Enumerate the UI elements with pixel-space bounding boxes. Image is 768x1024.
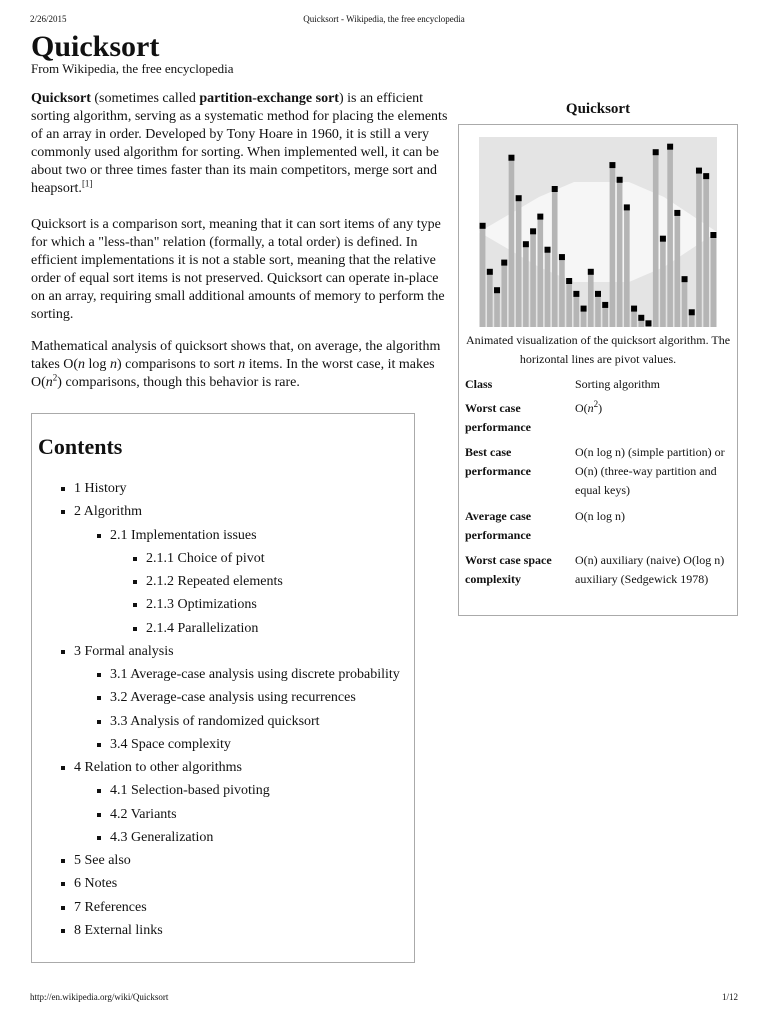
bullet-icon [97, 534, 101, 538]
viz-marker [566, 278, 572, 284]
viz-marker [508, 155, 514, 161]
viz-marker [602, 302, 608, 308]
toc-item [32, 806, 414, 829]
toc-item [32, 852, 414, 875]
viz-marker [530, 228, 536, 234]
infobox-row-label: Average case performance [465, 509, 532, 542]
toc-item [32, 759, 414, 782]
viz-marker [595, 291, 601, 297]
toc-link[interactable]: 4.2 Variants [110, 806, 177, 822]
toc-item [32, 480, 414, 503]
viz-marker [645, 320, 651, 326]
toc-item [32, 666, 414, 689]
viz-bar [602, 305, 608, 327]
toc-link[interactable]: 3.1 Average-case analysis using discrete probability [110, 667, 400, 682]
bullet-icon [97, 696, 101, 700]
print-url: http://en.wikipedia.org/wiki/Quicksort [30, 992, 169, 1002]
bullet-icon [97, 836, 101, 840]
infobox-row-value: $O(n^2)$ [575, 399, 603, 415]
viz-marker [523, 241, 529, 247]
viz-marker [703, 173, 709, 179]
toc-item [32, 875, 414, 898]
viz-bar [660, 239, 666, 327]
infobox-row-value: O(n) auxiliary (naive) O(log n) auxiliary (Sedgewick 1978) [575, 553, 725, 586]
viz-bar [487, 272, 493, 327]
viz-marker [494, 287, 500, 293]
bullet-icon [97, 720, 101, 724]
toc-item [32, 527, 414, 550]
toc-link[interactable]: 1 History [74, 481, 127, 496]
viz-bar [509, 158, 515, 327]
bullet-icon [61, 650, 65, 654]
viz-marker [501, 260, 507, 266]
viz-marker [487, 269, 493, 275]
bullet-icon [133, 603, 137, 607]
infobox-row-label: Best case performance [465, 445, 531, 478]
bullet-icon [61, 859, 65, 863]
bullet-icon [133, 580, 137, 584]
infobox-row-label: Worst case space complexity [465, 553, 552, 586]
toc-link[interactable]: 2.1.4 Parallelization [146, 620, 259, 636]
bullet-icon [61, 906, 65, 910]
viz-bar [610, 165, 616, 327]
infobox-row-value: Sorting algorithm [575, 377, 660, 391]
viz-marker [545, 247, 551, 253]
viz-marker [667, 144, 673, 150]
toc-link[interactable]: 4.3 Generalization [110, 829, 214, 845]
bullet-icon [61, 487, 65, 491]
viz-bar [703, 176, 709, 327]
viz-marker [516, 195, 522, 201]
infobox-row-label: Class [465, 377, 493, 391]
viz-marker [480, 223, 486, 229]
infobox-row-value: O(n log n) [575, 509, 625, 523]
viz-marker [660, 236, 666, 242]
toc-link[interactable]: 5 See also [74, 853, 131, 868]
viz-marker [537, 214, 543, 220]
viz-marker [588, 269, 594, 275]
viz-bar [480, 226, 486, 327]
viz-bar [675, 213, 681, 327]
viz-marker [682, 276, 688, 282]
bullet-icon [61, 929, 65, 933]
bullet-icon [97, 673, 101, 677]
viz-bar [696, 171, 702, 327]
lead-paragraph-3: Mathematical analysis of quicksort shows that, on average, the algorithm takes O(n log n) comparisons to sort n items. In the worst case, it makes $O(n^2)$ comparisons, though this behavior is rare. [31, 339, 441, 390]
toc-link[interactable]: 3.2 Average-case analysis using recurrences [110, 690, 356, 706]
viz-bar [559, 257, 565, 327]
viz-bar [624, 207, 630, 327]
infobox [458, 124, 738, 616]
viz-bar [617, 180, 623, 327]
viz-bar [523, 244, 529, 327]
table-of-contents [31, 413, 415, 963]
viz-bar [595, 294, 601, 327]
toc-item [32, 713, 414, 736]
toc-item [32, 620, 414, 643]
toc-item [32, 689, 414, 712]
bold-term-quicksort: Quicksort [31, 91, 91, 106]
toc-link[interactable]: 8 External links [74, 922, 163, 938]
infobox-row-value: O(n log n) (simple partition) or O(n) (three-way partition and equal keys) [575, 445, 725, 497]
viz-marker [624, 204, 630, 210]
toc-link[interactable]: 2.1 Implementation issues [110, 527, 257, 543]
print-date: 2/26/2015 [30, 14, 67, 24]
viz-bar [538, 217, 544, 327]
viz-marker [581, 306, 587, 312]
viz-marker [573, 291, 579, 297]
image-caption: Animated visualization of the quicksort algorithm. The horizontal lines are pivot values. [465, 333, 731, 366]
toc-heading: Contents [38, 434, 123, 459]
bullet-icon [97, 743, 101, 747]
bullet-icon [61, 882, 65, 886]
toc-item [32, 573, 414, 596]
toc-link[interactable]: 6 Notes [74, 876, 118, 892]
toc-link[interactable]: 7 References [74, 899, 147, 915]
toc-link[interactable]: 2.1.1 Choice of pivot [146, 550, 265, 566]
viz-bar [653, 152, 659, 327]
viz-bar [682, 279, 688, 327]
lead-paragraph-1: Quicksort (sometimes called partition-exchange sort) is an efficient sorting algorithm, serving as a systematic method for placing the elements of an array in order. Developed by Tony Hoare in 1960, it is still a very commonly used algorithm for sorting. When implemented well, it can be about two or three times faster than its main competitors, merge sort and heapsort.[1] [31, 91, 448, 196]
print-page-title: Quicksort - Wikipedia, the free encyclopedia [303, 14, 465, 24]
toc-item [32, 899, 414, 922]
viz-marker [559, 254, 565, 260]
citation-link[interactable]: [1] [81, 178, 93, 189]
viz-bar [588, 272, 594, 327]
toc-list [32, 480, 414, 945]
toc-item [32, 596, 414, 619]
bullet-icon [61, 766, 65, 770]
viz-marker [689, 309, 695, 315]
print-header [30, 14, 738, 28]
viz-marker [710, 232, 716, 238]
infobox-row-label: Worst case performance [465, 401, 531, 434]
viz-marker [609, 162, 615, 168]
toc-link[interactable]: 4.1 Selection-based pivoting [110, 783, 270, 799]
quicksort-animation-image [479, 137, 717, 327]
toc-item [32, 503, 414, 526]
toc-link[interactable]: 3.3 Analysis of randomized quicksort [110, 713, 320, 729]
viz-bar [501, 263, 507, 327]
lead-paragraph-2: Quicksort is a comparison sort, meaning that it can sort items of any type for which a "less-than" relation (formally, a total order) is defined. In efficient implementations it is not a stable sort, meaning that the relative order of equal sort items is not preserved. Quicksort can operate in-place on an array, requiring small additional amounts of memory to perform the sorting. [31, 217, 445, 322]
bullet-icon [61, 510, 65, 514]
toc-link[interactable]: 3.4 Space complexity [110, 736, 231, 752]
viz-bar [552, 189, 558, 327]
viz-marker [653, 149, 659, 155]
toc-link[interactable]: 4 Relation to other algorithms [74, 760, 242, 775]
toc-item [32, 736, 414, 759]
toc-link[interactable]: 2 Algorithm [74, 504, 143, 520]
toc-item [32, 782, 414, 805]
print-page-number: 1/12 [721, 992, 738, 1002]
viz-marker [617, 177, 623, 183]
toc-link[interactable]: 3 Formal analysis [74, 643, 174, 659]
bullet-icon [97, 789, 101, 793]
print-footer [30, 992, 738, 1004]
bullet-icon [133, 627, 137, 631]
bullet-icon [133, 557, 137, 561]
viz-bar [667, 147, 673, 327]
bold-term-partition-exchange: partition-exchange sort [199, 91, 339, 106]
viz-bar [574, 294, 580, 327]
viz-bar [516, 198, 522, 327]
infobox-title: Quicksort [565, 101, 631, 117]
article-tagline: From Wikipedia, the free encyclopedia [31, 61, 234, 76]
viz-marker [552, 186, 558, 192]
viz-marker [696, 168, 702, 174]
viz-bar [530, 231, 536, 327]
viz-bar [566, 281, 572, 327]
toc-link[interactable]: 2.1.3 Optimizations [146, 597, 257, 613]
viz-bar [711, 235, 717, 327]
viz-marker [638, 315, 644, 321]
viz-bar [494, 290, 500, 327]
toc-item [32, 922, 414, 945]
viz-bar [545, 250, 551, 327]
viz-marker [674, 210, 680, 216]
article-title: Quicksort [31, 30, 160, 63]
toc-item [32, 643, 414, 666]
viz-marker [631, 306, 637, 312]
bullet-icon [97, 813, 101, 817]
toc-item [32, 550, 414, 573]
toc-item [32, 829, 414, 852]
toc-link[interactable]: 2.1.2 Repeated elements [146, 574, 283, 589]
